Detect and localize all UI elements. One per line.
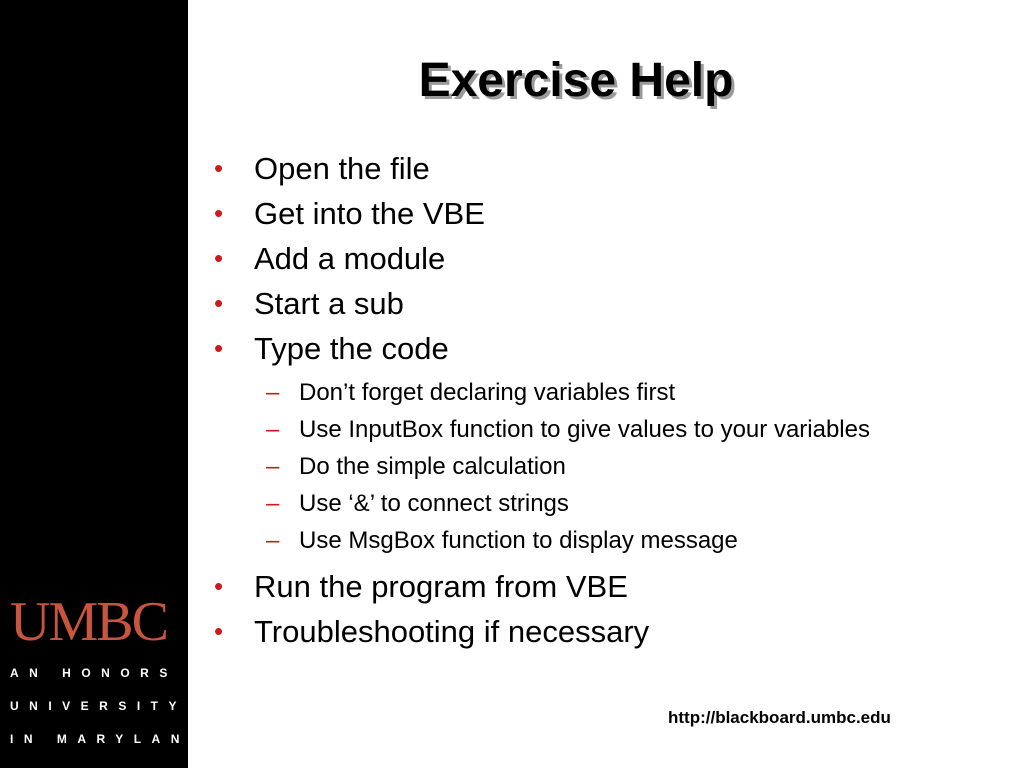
bullet-text: Troubleshooting if necessary <box>254 614 650 649</box>
sub-bullet-mark: – <box>266 527 280 554</box>
logo-line-1: AN HONORS <box>10 666 178 680</box>
bullet-mark: • <box>214 333 224 363</box>
umbc-logo <box>10 591 210 747</box>
logo-line-2: UNIVERSITY <box>10 699 188 713</box>
logo-line-3: IN MARYLAND <box>10 732 210 746</box>
bullet-item <box>214 281 974 326</box>
bullet-item <box>214 146 974 191</box>
sidebar <box>0 0 210 768</box>
sub-bullet-text: Use ‘&’ to connect strings <box>299 490 569 517</box>
bullet-item <box>214 564 974 609</box>
slide-title: Exercise Help <box>418 54 734 107</box>
bullet-mark: • <box>214 153 224 183</box>
sub-bullet-item <box>214 525 974 556</box>
sub-bullet-item <box>214 377 974 408</box>
sub-bullet-item <box>214 451 974 482</box>
sub-bullet-item <box>214 488 974 519</box>
bullet-mark: • <box>214 616 224 646</box>
bullet-mark: • <box>214 288 224 318</box>
bullet-mark: • <box>214 198 224 228</box>
bullet-item <box>214 326 974 371</box>
sub-bullet-list <box>214 377 974 556</box>
logo-wordmark: UMBC <box>10 591 167 653</box>
bullet-text: Run the program from VBE <box>254 569 628 604</box>
sub-bullet-text: Don’t forget declaring variables first <box>299 379 676 406</box>
bullet-list <box>214 146 974 654</box>
bullet-item <box>214 191 974 236</box>
bullet-item <box>214 236 974 281</box>
bullet-text: Start a sub <box>254 286 404 321</box>
bullet-item <box>214 609 974 654</box>
bullet-text: Add a module <box>254 241 446 276</box>
bullet-mark: • <box>214 571 224 601</box>
sub-bullet-text: Use MsgBox function to display message <box>299 527 738 554</box>
sub-bullet-mark: – <box>266 379 280 406</box>
sub-bullet-mark: – <box>266 490 280 517</box>
sub-bullet-text: Use InputBox function to give values to your variables <box>299 416 870 443</box>
bullet-text: Get into the VBE <box>254 196 485 231</box>
sub-bullet-mark: – <box>266 453 280 480</box>
bullet-text: Type the code <box>254 331 449 366</box>
sub-bullet-item <box>214 414 974 445</box>
sub-bullet-mark: – <box>266 416 280 443</box>
footer-url: http://blackboard.umbc.edu <box>668 708 891 727</box>
sub-bullet-text: Do the simple calculation <box>299 453 566 480</box>
bullet-text: Open the file <box>254 151 430 186</box>
bullet-mark: • <box>214 243 224 273</box>
